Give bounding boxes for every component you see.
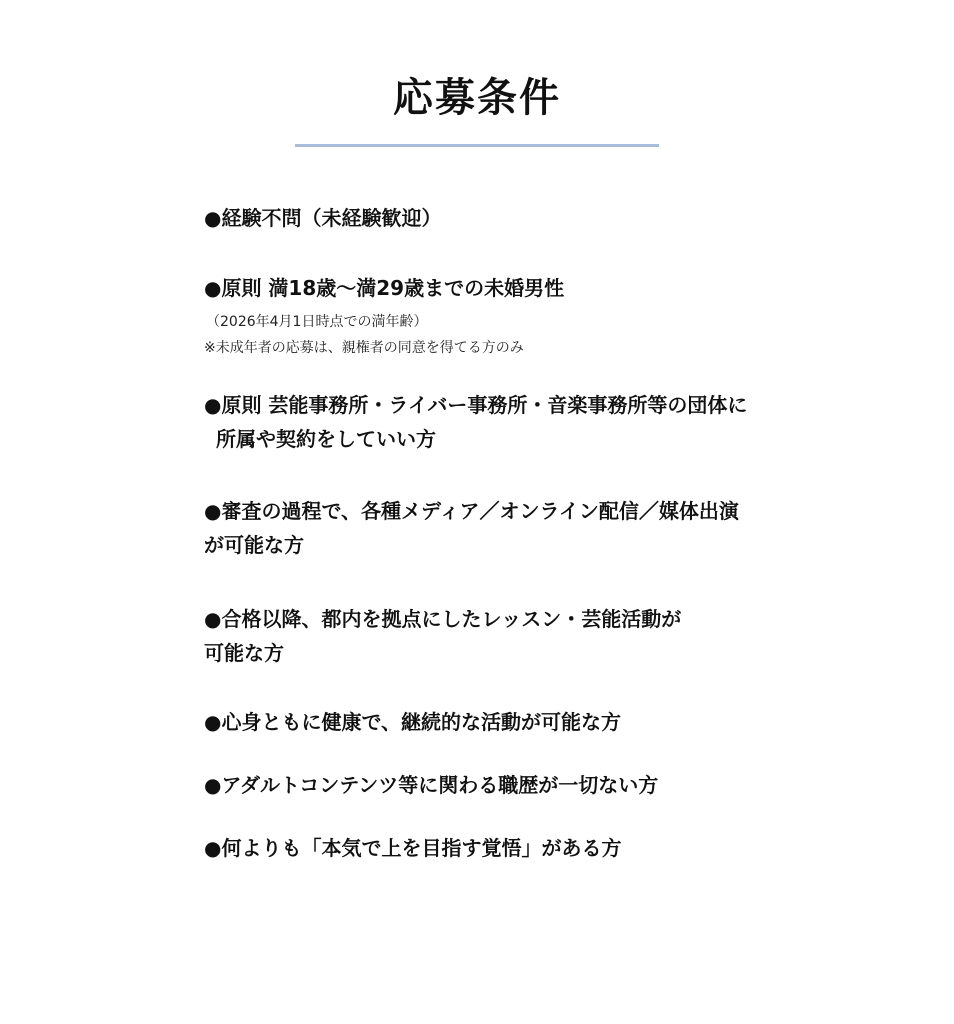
condition-note-age-basis: （2026年4月1日時点での満年齢） xyxy=(206,314,428,330)
condition-note-minor-consent: ※未成年者の応募は、親権者の同意を得てる方のみ xyxy=(204,340,524,356)
condition-text: ●原則 芸能事務所・ライバー事務所・音楽事務所等の団体に xyxy=(204,393,748,417)
condition-text: ●経験不問（未経験歓迎） xyxy=(204,206,442,230)
condition-text: ●何よりも「本気で上を目指す覚悟」がある方 xyxy=(204,836,622,860)
condition-item-age xyxy=(204,271,564,305)
condition-text-continued: が可能な方 xyxy=(204,533,304,557)
condition-item-no-adult-content xyxy=(204,768,658,802)
condition-item-experience xyxy=(204,201,441,235)
condition-text: ●合格以降、都内を拠点にしたレッスン・芸能活動が xyxy=(204,607,682,631)
condition-item-affiliation xyxy=(204,388,747,456)
page-title: 応募条件 xyxy=(393,75,561,121)
condition-text-continued: 可能な方 xyxy=(204,641,284,665)
condition-item-tokyo-activity xyxy=(204,602,681,670)
condition-text-continued: 所属や契約をしていい方 xyxy=(216,427,436,451)
condition-item-determination xyxy=(204,831,621,865)
condition-text: ●原則 満18歳〜満29歳までの未婚男性 xyxy=(204,276,565,300)
condition-item-health xyxy=(204,705,621,739)
condition-item-media xyxy=(204,494,739,562)
condition-text: ●心身ともに健康で、継続的な活動が可能な方 xyxy=(204,710,622,734)
title-divider xyxy=(295,144,659,147)
condition-text: ●審査の過程で、各種メディア／オンライン配信／媒体出演 xyxy=(204,499,739,523)
condition-text: ●アダルトコンテンツ等に関わる職歴が一切ない方 xyxy=(204,773,659,797)
